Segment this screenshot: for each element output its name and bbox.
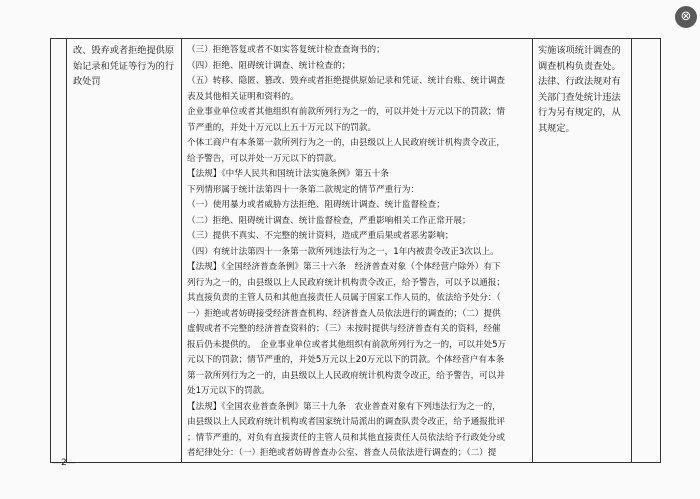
- legal-basis-line: 虚假或者不完整的经济普查资料的；（三）未按时提供与经济普查有关的资料，经催: [187, 324, 501, 334]
- page-number: —2—: [52, 458, 76, 468]
- legal-basis-line: 列行为之一的，由县级以上人民政府统计机构责令改正，给予警告，可以予以通报；: [187, 277, 505, 288]
- legal-basis-line: 其直接负责的主管人员和其他直接责任人员属于国家工作人员的，依法给予处分：（: [187, 293, 501, 303]
- legal-basis-line: 元以下的罚款；情节严重的，并处5万元以上20万元以下的罚款。个体经营户有本条: [187, 355, 505, 365]
- item-name-text: 改、毁弃或者拒绝提供原始记录和凭证等行为的行政处罚: [73, 45, 175, 87]
- legal-basis-line: 【法规】《全国农业普查条例》第三十九条 农业普查对象有下列违法行为之一的，: [187, 401, 501, 412]
- close-circle-icon[interactable]: ⊗: [675, 6, 697, 28]
- legal-basis-line: 个体工商户有本条第一款所列行为之一的，由县级以上人民政府统计机构责令改正，: [187, 138, 505, 148]
- legal-basis-line: （四）拒绝、阻碍统计调查、统计检查的；: [187, 60, 351, 71]
- legal-basis-line: 第一款所列行为之一的，由县级以上人民政府统计机构责令改正，给予警告，可以并: [187, 370, 505, 381]
- legal-basis-line: ；情节严重的，对负有直接责任的主管人员和其他直接责任人员依法给予行政处分或: [187, 432, 505, 443]
- legal-basis-line: 企业事业单位或者其他组织有前款所列行为之一的，可以并处十万元以下的罚款；情: [187, 107, 505, 117]
- remarks-cell: [632, 39, 661, 463]
- legal-basis-line: 给予警告，可以并处一万元以下的罚款。: [187, 153, 342, 164]
- legal-basis-line: 处1万元以下的罚款。: [187, 386, 270, 396]
- law-enforcement-table: [50, 38, 661, 463]
- legal-basis-line: （三）拒绝答复或者不如实答复统计检查查询书的；: [187, 45, 385, 55]
- legal-basis-cell: [182, 39, 533, 463]
- item-name-cell: [67, 39, 182, 463]
- responsibility-text: 实施该项统计调查的调查机构负责查处。法律、行政法规对有关部门查处统计违法行为另有规定的，从其规定。: [538, 45, 621, 134]
- legal-basis-line: 【法规】《全国经济普查条例》第三十六条 经济普查对象（个体经营户除外）有下: [187, 262, 501, 272]
- legal-basis-line: 者纪律处分：（一）拒绝或者妨碍普查办公室、普查人员依法进行调查的；（二）提: [187, 448, 497, 458]
- legal-basis-line: 一）拒绝或者妨碍接受经济普查机构、经济普查人员依法进行的调查的；（二）提供: [187, 308, 501, 319]
- legal-basis-line: （四）有统计法第四十一条第一款所列违法行为之一，1年内被责令改正3次以上。: [187, 246, 499, 257]
- legal-basis-line: 表及其他相关证明和资料的。: [187, 91, 299, 102]
- legal-basis-line: 由县级以上人民政府统计机构或者国家统计局派出的调查队责令改正，给予通报批评: [187, 417, 505, 427]
- legal-basis-line: 【法规】《中华人民共和国统计法实施条例》第五十条: [187, 169, 389, 179]
- legal-basis-line: 报后仍未提供的。 企业事业单位或者其他组织有前款所列行为之一的，可以并处5万: [187, 339, 507, 350]
- legal-basis-line: 节严重的，并处十万元以上五十万元以下的罚款。: [187, 122, 377, 133]
- legal-basis-text: [182, 39, 532, 462]
- responsibility-cell: [533, 39, 632, 463]
- legal-basis-line: （一）使用暴力或者威胁方法拒绝、阻碍统计调查、统计监督检查；: [187, 200, 445, 210]
- legal-basis-line: （二）拒绝、阻碍统计调查、统计监督检查，严重影响相关工作正常开展；: [187, 215, 471, 226]
- legal-basis-line: （三）提供不真实、不完整的统计资料，造成严重后果或者恶劣影响；: [187, 231, 454, 241]
- legal-basis-line: 下列情形属于统计法第四十一条第二款规定的情节严重行为：: [187, 184, 420, 195]
- legal-basis-line: （五）转移、隐匿、篡改、毁弃或者拒绝提供原始记录和凭证、统计台账、统计调查: [187, 76, 505, 86]
- index-cell: [51, 39, 67, 463]
- table-row: [51, 39, 661, 463]
